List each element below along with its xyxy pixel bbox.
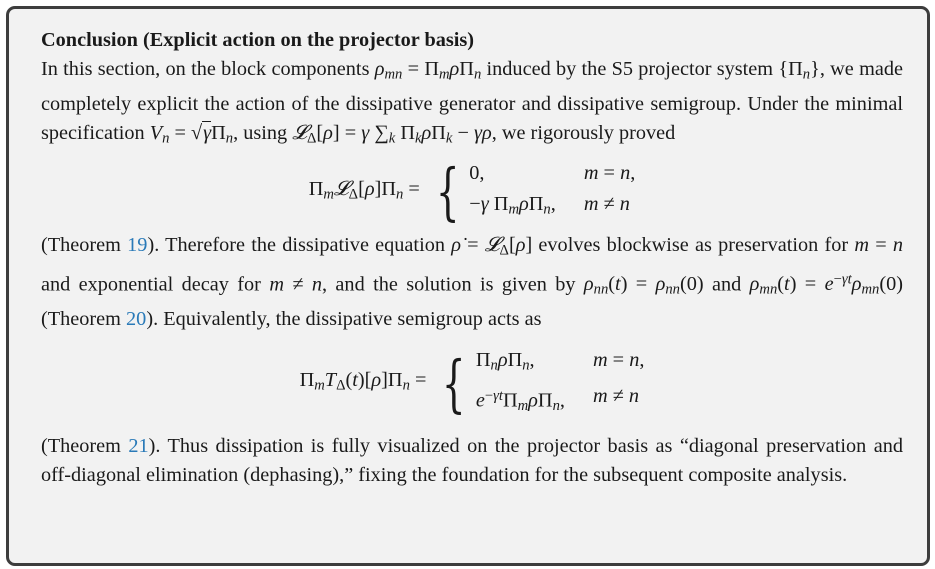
equation-2-lhs: $\Pi_mT_\Delta(t)[\rho]\Pi_n$ = <box>299 369 427 394</box>
case-2-value: −γ $\Pi_m\rho\Pi_n$, <box>469 193 556 218</box>
text: , and the solution is given by <box>321 273 584 296</box>
text: , we rigorously proved <box>491 121 676 144</box>
math-generator: 𝓛$_\Delta$[ρ] = γ $\sum_k$ $\Pi_k\rho\Pi_k - \gamma\rho$ <box>292 121 492 147</box>
case-1-condition: m = n, <box>583 162 636 185</box>
text: (Theorem <box>41 233 128 256</box>
paragraph-2: (Theorem 19). Therefore the dissipative equation ρ̇ = 𝓛$_\Delta$[ρ] evolves blockwise as preservation for m = n and exponential decay for m ≠ n, and the solution is given by $\rho_{nn}(t) = \rho_{nn}(0)$ and $\rho_{mn}(t) = e^{-\gamma t}\rho_{mn}(0)$ (Theorem 20). Equivalently, the dissipative semigroup acts as <box>41 233 904 330</box>
math-projector-set: $\{\Pi_n\}$ <box>778 58 820 83</box>
text: induced by the S5 projector system <box>481 58 779 80</box>
equation-1-cases <box>469 159 635 225</box>
text: ). Thus dissipation is fully visualized on the projector basis as “diagonal preservation and off-diagonal elimination (dephasing),” fixing the foundation for the subsequent composite analysis. <box>41 434 903 486</box>
paragraph-1 <box>41 55 903 153</box>
case-2-value: $e^{-\gamma t}\Pi_m\rho\Pi_n$, <box>475 388 565 415</box>
math-vn: $V_n = √\gamma\Pi_n$ <box>149 121 234 147</box>
case-2-condition: m ≠ n <box>583 193 630 216</box>
math-offdiagonal-solution: $\rho_{mn}(t) = e^{-\gamma t}\rho_{mn}(0)$ <box>749 271 903 298</box>
theorem-21-link[interactable]: 21 <box>128 434 149 457</box>
theorem-19-link[interactable]: 19 <box>127 233 148 256</box>
conclusion-title: Conclusion (Explicit action on the projector basis) <box>41 29 475 51</box>
math-m-eq-n: m <box>854 233 870 256</box>
math-m-neq-n: m <box>269 273 284 296</box>
equation-2 <box>41 346 903 422</box>
text: (Theorem <box>41 434 129 457</box>
text: ). Equivalently, the dissipative semigroup acts as <box>146 307 542 330</box>
math-rho-mn: $\rho_{mn} = \Pi_m\rho\Pi_n$ <box>374 58 482 83</box>
equation-1-lhs: $\Pi_m𝓛_\Delta[\rho]\Pi_n$ = <box>308 177 420 203</box>
text: , using <box>233 121 293 144</box>
equation-1 <box>41 155 903 229</box>
text: and <box>703 273 750 296</box>
conclusion-box <box>6 6 930 566</box>
text: evolves blockwise as preservation for <box>532 233 855 256</box>
case-1-value: $\Pi_n\rho\Pi_n$, <box>475 348 535 374</box>
case-2-condition: m ≠ n <box>592 385 640 408</box>
equation-2-cases <box>476 346 645 422</box>
theorem-20-link[interactable]: 20 <box>126 307 147 330</box>
math-diagonal-solution: $\rho_{nn}(t) = \rho_{nn}(0)$ <box>583 273 704 298</box>
math-dissipative-equation: ρ̇ = 𝓛$_\Delta$[ρ] <box>451 233 533 259</box>
text: In this section, on the block components <box>41 58 375 80</box>
text: , we made completely explicit the action of the dissipative generator and dissipative semigroup. Under the minimal specification <box>41 58 903 144</box>
case-1-condition: m = n, <box>592 348 645 371</box>
text: and exponential decay for <box>41 273 270 296</box>
case-1-value: 0, <box>469 162 485 185</box>
text: ). Therefore the dissipative equation <box>147 233 452 256</box>
conclusion-content <box>41 26 903 490</box>
left-brace-icon: { <box>435 155 460 229</box>
paragraph-3 <box>41 432 903 490</box>
text: (Theorem <box>41 307 127 330</box>
left-brace-icon: { <box>442 346 466 420</box>
